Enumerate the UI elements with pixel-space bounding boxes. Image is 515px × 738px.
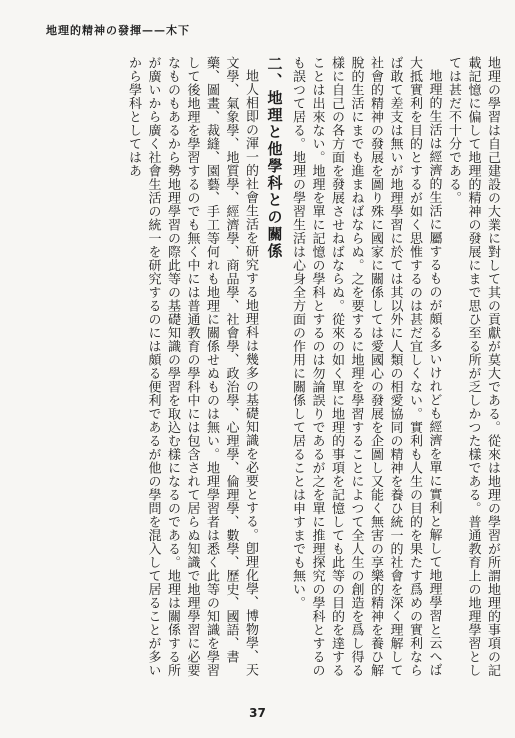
- running-head: 地理的精神の發揮——木下: [46, 24, 190, 37]
- body-text: [62, 56, 502, 686]
- paragraph-body: 地理的生活は經濟的生活に屬するものが頗る多いけれども經濟を單に實利と解して地理學習と云へば大抵實利を目的とするが如く思惟するのは甚だ宜しくない。實利も人生の目的を果たす爲めの實利ならば敢て差支は無いが地理學習に於ては其以外に人類の相愛協同の精神を養ひ統一的社會を深く理解して社會的精神の發展を圖り殊に國家に關係しては愛國心の發展を企圖し又能く無害の享樂的精神を養ひ解脫的生活にまでも進まねばならぬ。之を要するに地理を學習することによつて全人生の創造を爲し得る樣に自己の各方面を發展させねばならぬ。從來の如く單に地理的事項を記憶しても此等の目的を達することは出來ない。地理を單に記憶の學科とするのは勿論誤りであるが之を單に推理探究の學科とするのも誤つて居る。地理の學習生活は心身全方面の作用に關係して居ることは申すまでも無い。: [290, 56, 442, 677]
- section-heading: 二、地理と他學科との關係: [265, 56, 284, 260]
- paragraph-section: 地人相即の渾一的社會生活を研究する地理科は幾多の基礎知識を必要とする。卽理化學、博物學、天文學、氣象學、地質學、經濟學、商品學、社會學、政治學、心理學、倫理學、數學、歷史、國語、書藥、圖畫、裁縫、園藝、手工等何れも地理に關係せぬものは無い。地理學習者は悉く此等の知識を學習して後地理を學習するのでも無く中には普通教育の學科中には包含されて居らぬ知識で地理學習に必要なものもあるから勢地理學習の際此等の基礎知識の學習を取込む樣になるのである。地理は關係する所が廣いから廣く社會生活の統一を研究するのには頗る便利であるが他の學問を混入して居ることが多いから學科としてはあ: [126, 56, 258, 677]
- page-number: 37: [249, 706, 266, 720]
- paragraph-intro: 地理の學習は自己建設の大業に對して其の貢獻が莫大である。從來は地理の學習が所謂地理的事項の記載記憶に偏して地理的精神の發展にまで思ひ至る所が乏しかつた樣である。普通教育上の地理學習としては甚だ不十分である。: [446, 56, 500, 677]
- vertical-text-column: [62, 56, 502, 686]
